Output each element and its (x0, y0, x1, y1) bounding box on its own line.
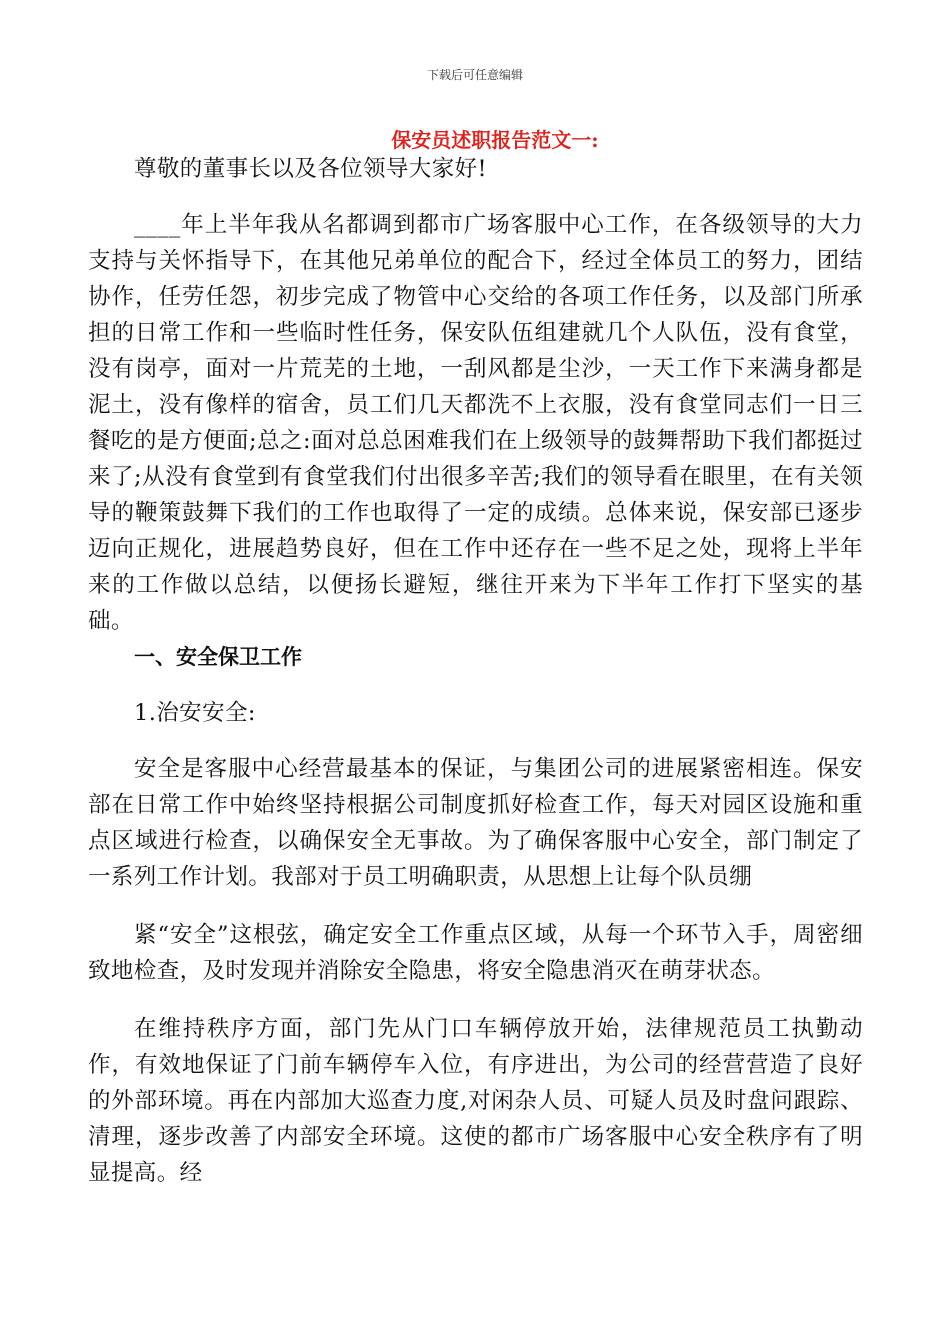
safety-basis-paragraph: 安全是客服中心经营最基本的保证，与集团公司的进展紧密相连。保安部在日常工作中始终坚持根据公司制度抓好检查工作，每天对园区设施和重点区域进行检查，以确保安全无事故。为了确保客服中心安全，部门制定了一系列工作计划。我部对于员工明确职责，从思想上让每个队员绷 (88, 756, 863, 890)
intro-paragraph: ____年上半年我从名都调到都市广场客服中心工作，在各级领导的大力支持与关怀指导下，在其他兄弟单位的配合下，经过全体员工的努力，团结协作，任劳任怨，初步完成了物管中心交给的各项工作任务，以及部门所承担的日常工作和一些临时性任务，保安队伍组建就几个人队伍，没有食堂，没有岗亭，面对一片荒芜的土地，一刮风都是尘沙，一天工作下来满身都是泥土，没有像样的宿舍，员工们几天都洗不上衣服，没有食堂同志们一日三餐吃的是方便面;总之:面对总总困难我们在上级领导的鼓舞帮助下我们都挺过来了;从没有食堂到有食堂我们付出很多辛苦;我们的领导看在眼里，在有关领导的鞭策鼓舞下我们的工作也取得了一定的成绩。总体来说，保安部已逐步迈向正规化，进展趋势良好，但在工作中还存在一些不足之处，现将上半年来的工作做以总结，以便扬长避短，继往开来为下半年工作打下坚实的基础。 (88, 212, 863, 634)
page-header-note: 下载后可任意编辑 (426, 68, 523, 82)
document-body (88, 151, 863, 1191)
section-heading: 一、安全保卫工作 (134, 645, 302, 669)
safety-focus-paragraph: 紧“安全”这根弦，确定安全工作重点区域，从每一个环节入手，周密细致地检查，及时发现并消除安全隐患，将安全隐患消灭在萌芽状态。 (88, 922, 863, 984)
greeting-line: 尊敬的董事长以及各位领导大家好! (134, 156, 487, 182)
order-paragraph: 在维持秩序方面，部门先从门口车辆停放开始，法律规范员工执勤动作，有效地保证了门前车辆停车入位，有序进出，为公司的经营营造了良好的外部环境。再在内部加大巡查力度,对闲杂人员、可疑人员及时盘问跟踪、清理，逐步改善了内部安全环境。这使的都市广场客服中心安全秩序有了明显提高。经 (88, 1016, 863, 1186)
document-title: 保安员述职报告范文一: (391, 128, 599, 152)
subsection-heading: 1.治安安全: (134, 700, 256, 726)
